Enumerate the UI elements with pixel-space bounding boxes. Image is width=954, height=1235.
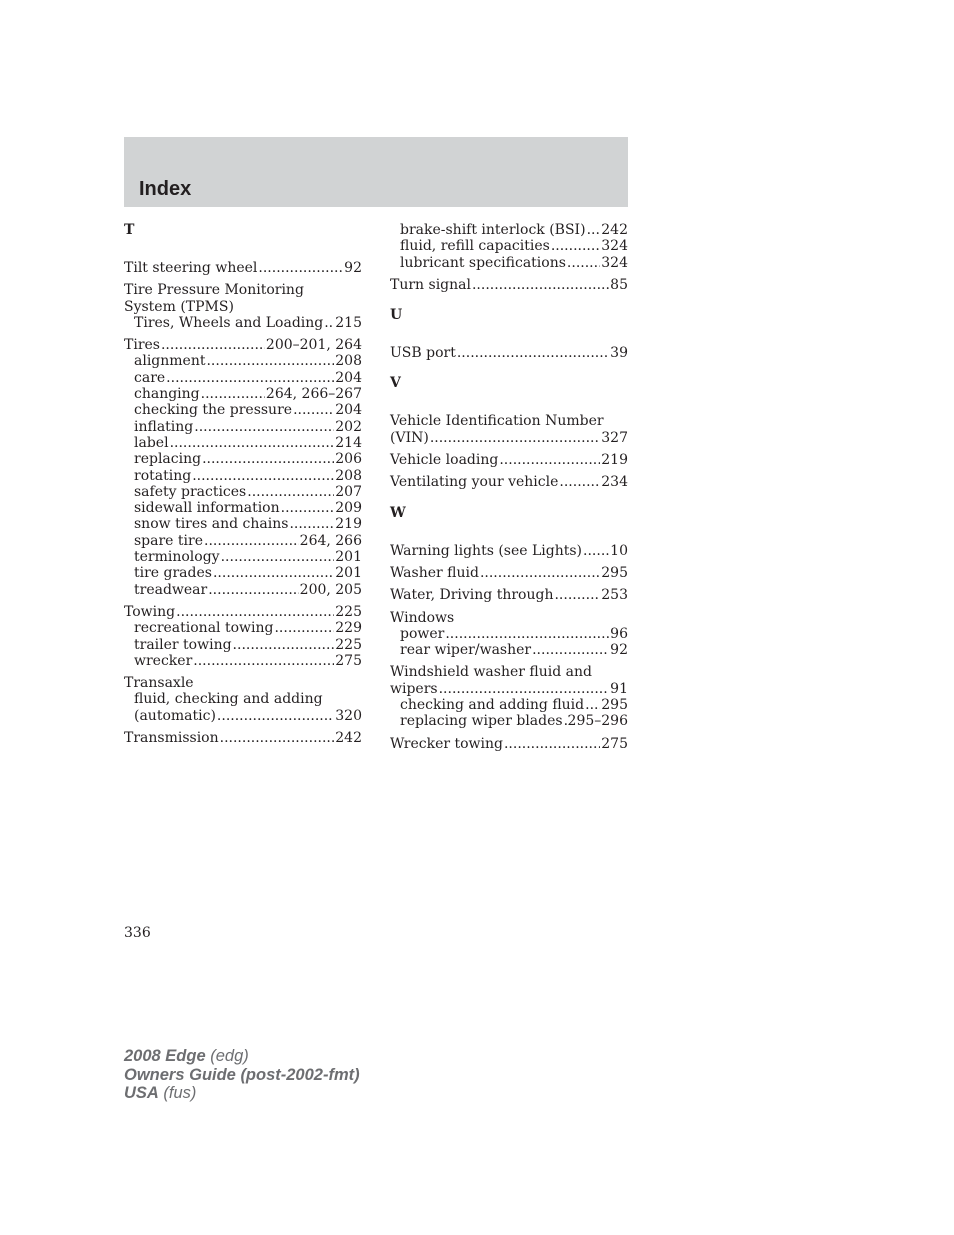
index-entry-line [124,691,362,707]
dot-leader [583,543,609,559]
entry-page-ref: 200, 205 [299,581,362,598]
index-entry [390,222,628,271]
entry-page-ref: 201 [335,565,362,582]
index-entry-line [390,587,628,603]
entry-page-ref: 242 [335,730,362,747]
index-entry-line [390,642,628,658]
dot-leader [293,402,334,418]
entry-page-ref: 324 [601,238,628,255]
entry-label: Windows [390,609,455,626]
entry-page-ref: 324 [601,254,628,271]
entry-page-ref: 295 [601,697,628,714]
entry-page-ref: 85 [610,276,628,293]
entry-page-ref: 215 [335,314,362,331]
footer-market: USA [124,1084,159,1102]
index-entry-line [390,664,628,680]
entry-page-ref: 208 [335,353,362,370]
index-entry-line [124,565,362,581]
index-entry-line [124,549,362,565]
entry-label: System (TPMS) [124,298,234,315]
entry-page-ref: 92 [344,260,362,276]
entry-page-ref: 219 [601,452,628,469]
dot-leader [430,430,600,446]
entry-label: changing [134,386,200,403]
entry-page-ref: 242 [601,222,628,238]
dot-leader [221,549,335,565]
footer-model: 2008 Edge [124,1047,206,1065]
dot-leader [289,516,334,532]
dot-leader [206,353,334,369]
entry-page-ref: 92 [610,642,628,659]
index-entry [390,565,628,581]
entry-label: Tires [124,337,160,354]
footer-line-1 [124,1047,360,1066]
spacer [390,521,628,543]
entry-page-ref: 225 [335,603,362,620]
entry-label: safety practices [134,483,247,500]
index-entry-line [390,626,628,642]
index-entry-line [390,565,628,581]
index-entry-line [390,610,628,626]
index-entry [390,543,628,559]
index-entry [390,664,628,729]
entry-label: replacing [134,451,202,468]
footer-market-code: (fus) [158,1084,197,1102]
index-entry-line [124,582,362,598]
entry-label: checking and adding fluid [400,697,585,714]
index-entry-line [124,516,362,532]
entry-label: rotating [134,467,192,484]
index-entry-line [390,413,628,429]
dot-leader [472,277,609,293]
index-entry-line [390,277,628,293]
index-letter-heading: V [390,375,401,392]
entry-label: terminology [134,549,220,566]
page-title: Index [139,178,192,200]
index-entry-line [124,386,362,402]
index-entry-line [390,543,628,559]
index-entry-line [390,255,628,271]
dot-leader [585,697,600,713]
entry-label: Vehicle Identification Number [390,413,604,430]
index-entry-line [124,620,362,636]
page-number: 336 [124,925,151,941]
index-entry-line [124,282,362,298]
entry-label: snow tires and chains [134,516,289,533]
index-entry-line [124,315,362,331]
entry-label: replacing wiper blades [400,713,563,730]
entry-label: label [134,434,169,451]
entry-label: lubricant specifications [400,254,566,271]
index-entry-line [390,452,628,468]
index-entry [390,474,628,490]
index-entry [390,345,628,361]
index-entry-line [124,435,362,451]
entry-page-ref: 200–201, 264 [265,337,362,354]
index-entry-line [124,402,362,418]
index-entry-line [124,484,362,500]
index-column-right [390,222,628,752]
entry-page-ref: 253 [601,587,628,604]
index-entry-line [124,260,362,276]
index-letter-heading: T [124,222,135,238]
index-entry-line [124,604,362,620]
index-entry-line [124,468,362,484]
entry-page-ref: 229 [335,620,362,637]
index-entry-line [124,451,362,467]
entry-label: wipers [390,680,438,697]
index-entry-line [124,708,362,724]
index-column-left [124,222,362,746]
entry-page-ref: 201 [335,549,362,566]
entry-label: Tilt steering wheel [124,260,258,276]
entry-label: Transmission [124,730,219,747]
entry-label: Transaxle [124,675,194,692]
entry-page-ref: 219 [335,516,362,533]
entry-label: Tires, Wheels and Loading [134,314,324,331]
entry-page-ref: 327 [601,429,628,446]
spacer [124,238,362,260]
entry-page-ref: 96 [610,625,628,642]
dot-leader [554,587,600,603]
entry-label: Warning lights (see Lights) [390,542,583,559]
index-entry-line [390,345,628,361]
index-entry [390,452,628,468]
entry-label: Wrecker towing [390,735,503,752]
index-entry [124,730,362,746]
entry-label: sidewall information [134,500,280,517]
entry-page-ref: 275 [601,735,628,752]
entry-label: (automatic) [134,707,216,724]
index-entry-line [124,653,362,669]
spacer [390,361,628,375]
entry-page-ref: 204 [335,369,362,386]
entry-page-ref: 202 [335,418,362,435]
entry-page-ref: 208 [335,467,362,484]
index-entry [390,610,628,659]
dot-leader [192,468,334,484]
index-entry-line [124,675,362,691]
entry-label: recreational towing [134,620,274,637]
entry-label: Water, Driving through [390,587,554,604]
dot-leader [567,255,600,271]
spacer [390,293,628,307]
index-entry [124,282,362,331]
entry-label: Vehicle loading [390,452,499,469]
dot-leader [220,730,335,746]
entry-label: (VIN) [390,429,429,446]
dot-leader [559,474,600,490]
entry-page-ref: 295–296 [567,713,628,730]
entry-label: rear wiper/washer [400,642,532,659]
entry-page-ref: 214 [335,434,362,451]
index-entry-line [124,419,362,435]
entry-page-ref: 225 [335,636,362,653]
dot-leader [281,500,335,516]
entry-label: Turn signal [390,276,471,293]
index-entry-line [390,430,628,446]
dot-leader [176,604,334,620]
spacer [390,323,628,345]
footer-model-code: (edg) [205,1047,249,1065]
entry-label: power [400,625,445,642]
entry-page-ref: 209 [335,500,362,517]
index-entry [124,675,362,724]
entry-label: checking the pressure [134,402,293,419]
index-entry [124,604,362,669]
dot-leader [532,642,609,658]
entry-label: Windshield washer fluid and [390,664,592,681]
index-entry-line [390,736,628,752]
index-entry-line [124,533,362,549]
dot-leader [587,222,601,238]
dot-leader [204,533,299,549]
dot-leader [233,637,335,653]
dot-leader [551,238,600,254]
dot-leader [324,315,334,331]
entry-label: tire grades [134,565,212,582]
entry-label: fluid, checking and adding [134,691,323,708]
spacer [390,491,628,505]
entry-page-ref: 320 [335,707,362,724]
index-entry-line [390,697,628,713]
entry-label: wrecker [134,652,193,669]
index-entry [390,587,628,603]
entry-page-ref: 234 [601,474,628,491]
index-entry-line [124,299,362,315]
entry-label: Ventilating your vehicle [390,474,559,491]
header-band [124,137,628,207]
entry-label: treadwear [134,581,208,598]
index-entry-line [124,500,362,516]
index-entry-line [390,713,628,729]
dot-leader [457,345,609,361]
dot-leader [194,419,334,435]
dot-leader [504,736,600,752]
entry-page-ref: 275 [335,652,362,669]
dot-leader [213,565,334,581]
entry-page-ref: 39 [610,345,628,362]
entry-label: USB port [390,345,456,362]
entry-page-ref: 264, 266–267 [265,386,362,403]
dot-leader [193,653,334,669]
entry-label: Tire Pressure Monitoring [124,282,304,299]
index-entry [124,260,362,276]
index-entry-line [124,353,362,369]
index-entry-line [124,370,362,386]
entry-page-ref: 206 [335,451,362,468]
entry-label: care [134,369,166,386]
index-letter-heading: W [390,504,406,521]
footer-line-2 [124,1066,360,1085]
dot-leader [208,582,298,598]
index-letter-heading: U [390,307,403,324]
index-entry [390,413,628,446]
index-entry [124,337,362,598]
entry-page-ref: 10 [610,542,628,559]
dot-leader [258,260,343,276]
dot-leader [499,452,600,468]
entry-label: inflating [134,418,194,435]
index-entry-line [124,730,362,746]
entry-label: brake-shift interlock (BSI) [400,222,586,238]
dot-leader [202,451,334,467]
dot-leader [201,386,265,402]
dot-leader [564,713,567,729]
index-entry-line [124,337,362,353]
dot-leader [439,681,610,697]
footer-guide: Owners Guide (post-2002-fmt) [124,1065,360,1084]
entry-label: trailer towing [134,636,232,653]
index-entry-line [390,222,628,238]
index-entry-line [390,238,628,254]
index-entry-line [390,681,628,697]
spacer [390,391,628,413]
index-entry-line [124,637,362,653]
dot-leader [247,484,334,500]
entry-label: fluid, refill capacities [400,238,550,255]
entry-page-ref: 207 [335,483,362,500]
dot-leader [161,337,265,353]
index-entry [390,736,628,752]
dot-leader [166,370,334,386]
entry-label: Towing [124,603,176,620]
index-entry [390,277,628,293]
dot-leader [170,435,335,451]
entry-label: spare tire [134,532,204,549]
entry-page-ref: 295 [601,564,628,581]
entry-label: Washer fluid [390,564,479,581]
entry-label: alignment [134,353,206,370]
index-entry-line [390,474,628,490]
entry-page-ref: 264, 266 [299,532,362,549]
entry-page-ref: 204 [335,402,362,419]
dot-leader [445,626,609,642]
dot-leader [480,565,600,581]
footer [124,1047,360,1103]
dot-leader [217,708,334,724]
dot-leader [274,620,334,636]
entry-page-ref: 91 [610,680,628,697]
footer-line-3 [124,1084,360,1103]
